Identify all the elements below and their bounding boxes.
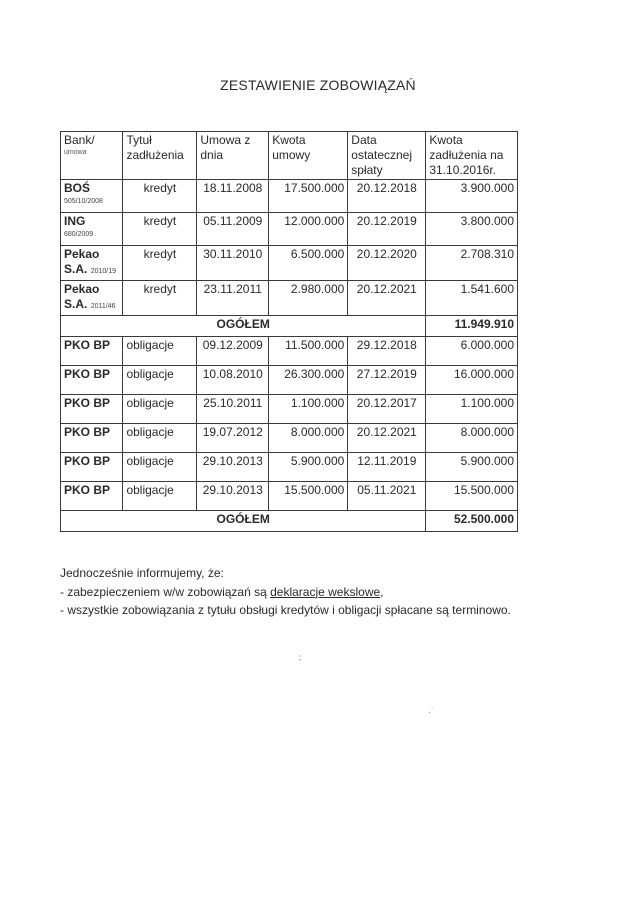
agreement-number: 2011/46: [90, 303, 116, 310]
bank-cell: PKO BP: [61, 424, 123, 453]
obligations-table: [60, 131, 518, 532]
table-row: [61, 366, 518, 395]
kwota-cell: 11.500.000: [269, 337, 348, 366]
bank-name-line2: S.A.: [64, 262, 88, 276]
umowa-date-cell: 25.10.2011: [197, 395, 269, 424]
total-label: OGÓŁEM: [61, 511, 426, 532]
tytul-cell: obligacje: [123, 366, 197, 395]
data-splaty-cell: 20.12.2021: [348, 424, 426, 453]
table-header-row: [61, 132, 518, 180]
tytul-cell: kredyt: [123, 213, 197, 246]
umowa-date-cell: 19.07.2012: [197, 424, 269, 453]
table-row: [61, 337, 518, 366]
kwota-cell: 5.900.000: [269, 453, 348, 482]
zadluzenie-cell: 16.000.000: [426, 366, 518, 395]
bank-cell: PKO BP: [61, 337, 123, 366]
zadluzenie-cell: 1.541.600: [426, 281, 518, 316]
umowa-date-cell: 18.11.2008: [197, 180, 269, 213]
header-bank-sublabel: umowa: [64, 149, 87, 156]
scan-speck: ·˙: [428, 707, 434, 717]
kwota-cell: 12.000.000: [269, 213, 348, 246]
tytul-cell: obligacje: [123, 482, 197, 511]
obligacje-total-row: [61, 511, 518, 532]
zadluzenie-cell: 15.500.000: [426, 482, 518, 511]
umowa-date-cell: 10.08.2010: [197, 366, 269, 395]
bank-name: ING: [64, 214, 86, 228]
table-row: [61, 482, 518, 511]
table-row: [61, 424, 518, 453]
page-title: ZESTAWIENIE ZOBOWIĄZAŃ: [220, 77, 416, 93]
header-data: Data ostatecznej spłaty: [348, 132, 426, 180]
notes-line-1-text: - zabezpieczeniem w/w zobowiązań są: [60, 584, 271, 599]
scan-speck: ⁏: [298, 652, 302, 662]
bank-cell: [61, 180, 123, 213]
bank-cell: [61, 246, 123, 281]
data-splaty-cell: 05.11.2021: [348, 482, 426, 511]
zadluzenie-cell: 6.000.000: [426, 337, 518, 366]
agreement-number: 2010/19: [90, 268, 116, 275]
kwota-cell: 17.500.000: [269, 180, 348, 213]
umowa-date-cell: 30.11.2010: [197, 246, 269, 281]
bank-cell: PKO BP: [61, 395, 123, 424]
data-splaty-cell: 27.12.2019: [348, 366, 426, 395]
bank-name: Pekao: [64, 282, 100, 296]
tytul-cell: kredyt: [123, 180, 197, 213]
data-splaty-cell: 20.12.2020: [348, 246, 426, 281]
table-row: [61, 180, 518, 213]
data-splaty-cell: 12.11.2019: [348, 453, 426, 482]
header-umowa: Umowa z dnia: [197, 132, 269, 180]
data-splaty-cell: 29.12.2018: [348, 337, 426, 366]
bank-name-line2: S.A.: [64, 297, 88, 311]
agreement-number: 505/10/2008: [64, 198, 103, 205]
kwota-cell: 1.100.000: [269, 395, 348, 424]
zadluzenie-cell: 3.900.000: [426, 180, 518, 213]
kwota-cell: 15.500.000: [269, 482, 348, 511]
zadluzenie-cell: 5.900.000: [426, 453, 518, 482]
data-splaty-cell: 20.12.2017: [348, 395, 426, 424]
bank-name: BOŚ: [64, 181, 91, 195]
notes-section: [60, 564, 580, 620]
agreement-number: 680/2009: [64, 231, 94, 238]
table-row: [61, 281, 518, 316]
tytul-cell: obligacje: [123, 424, 197, 453]
data-splaty-cell: 20.12.2018: [348, 180, 426, 213]
tytul-cell: kredyt: [123, 281, 197, 316]
notes-intro: Jednocześnie informujemy, że:: [60, 566, 224, 580]
header-bank-label: Bank/: [64, 133, 95, 147]
zadluzenie-cell: 1.100.000: [426, 395, 518, 424]
bank-cell: [61, 213, 123, 246]
notes-line-2: - wszystkie zobowiązania z tytułu obsługi kredytów i obligacji spłacane są terminowo.: [60, 603, 511, 617]
umowa-date-cell: 29.10.2013: [197, 453, 269, 482]
tytul-cell: obligacje: [123, 453, 197, 482]
data-splaty-cell: 20.12.2019: [348, 213, 426, 246]
tytul-cell: kredyt: [123, 246, 197, 281]
total-value: 52.500.000: [426, 511, 518, 532]
zadluzenie-cell: 2.708.310: [426, 246, 518, 281]
table-row: [61, 213, 518, 246]
umowa-date-cell: 09.12.2009: [197, 337, 269, 366]
kwota-cell: 2.980.000: [269, 281, 348, 316]
kwota-cell: 6.500.000: [269, 246, 348, 281]
bank-cell: PKO BP: [61, 366, 123, 395]
umowa-date-cell: 29.10.2013: [197, 482, 269, 511]
zadluzenie-cell: 8.000.000: [426, 424, 518, 453]
bank-cell: [61, 281, 123, 316]
notes-line-1: [60, 583, 580, 602]
table-row: [61, 395, 518, 424]
total-value: 11.949.910: [426, 316, 518, 337]
data-splaty-cell: 20.12.2021: [348, 281, 426, 316]
tytul-cell: obligacje: [123, 395, 197, 424]
notes-line-1-underlined: deklaracje wekslowe,: [270, 584, 384, 599]
bank-name: Pekao: [64, 247, 100, 261]
tytul-cell: obligacje: [123, 337, 197, 366]
total-label: OGÓŁEM: [61, 316, 426, 337]
table-row: [61, 453, 518, 482]
umowa-date-cell: 23.11.2011: [197, 281, 269, 316]
header-bank: [61, 132, 123, 180]
header-kwota: Kwota umowy: [269, 132, 348, 180]
bank-cell: PKO BP: [61, 482, 123, 511]
header-tytul: Tytuł zadłużenia: [123, 132, 197, 180]
kwota-cell: 8.000.000: [269, 424, 348, 453]
zadluzenie-cell: 3.800.000: [426, 213, 518, 246]
bank-cell: PKO BP: [61, 453, 123, 482]
umowa-date-cell: 05.11.2009: [197, 213, 269, 246]
header-zadluzenie: Kwota zadłużenia na 31.10.2016r.: [426, 132, 518, 180]
kwota-cell: 26.300.000: [269, 366, 348, 395]
table-row: [61, 246, 518, 281]
kredyty-total-row: [61, 316, 518, 337]
